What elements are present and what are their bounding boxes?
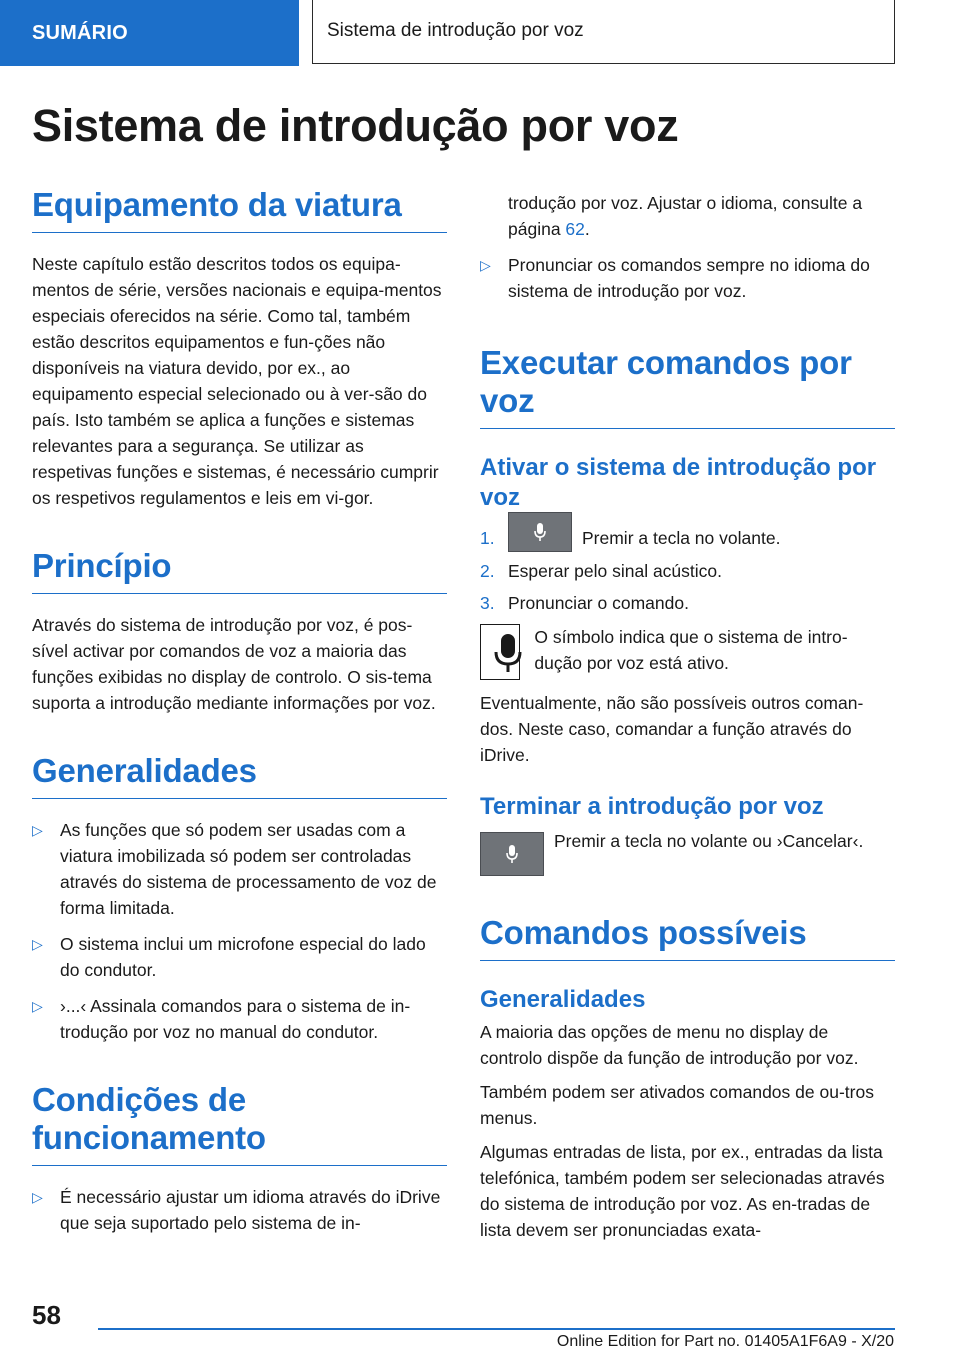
heading-terminar: Terminar a introdução por voz <box>480 793 824 821</box>
list-item: ▷ As funções que só podem ser usadas com a viatura imobilizada só podem ser controladas através do sistema de processamento de voz de forma limitada. <box>32 817 447 921</box>
triangle-right-icon: ▷ <box>32 936 43 952</box>
heading-generalidades: Generalidades <box>32 752 447 799</box>
triangle-right-icon: ▷ <box>32 822 43 838</box>
left-column <box>32 186 447 1246</box>
list-item: ▷ ›...‹ Assinala comandos para o sistema de in-trodução por voz no manual do condutor. <box>32 993 447 1045</box>
heading-ativar: Ativar o sistema de introdução por voz <box>480 454 877 511</box>
step-item: 2. Esperar pelo sinal acústico. <box>480 561 722 582</box>
microphone-icon <box>533 522 547 542</box>
page-number: 58 <box>32 1300 61 1330</box>
paragraph-eventual: Eventualmente, não são possíveis outros coman-dos. Neste caso, comandar a função através do iDrive. <box>480 693 864 766</box>
triangle-right-icon: ▷ <box>480 257 491 273</box>
footer-divider <box>98 1328 895 1330</box>
triangle-right-icon: ▷ <box>32 1189 43 1205</box>
step-item: 1. Premir a tecla no volante. <box>480 525 895 552</box>
heading-executar: Executar comandos por voz <box>480 344 895 429</box>
heading-comandos: Comandos possíveis <box>480 914 895 961</box>
microphone-icon <box>505 844 519 864</box>
microphone-icon <box>480 624 536 680</box>
symbol-description: O símbolo indica que o sistema de intro-dução por voz está ativo. <box>534 627 848 674</box>
list-item: ▷ O sistema inclui um microfone especial do lado do condutor. <box>32 931 447 983</box>
terminar-row <box>480 832 895 876</box>
heading-principio: Princípio <box>32 547 447 594</box>
terminar-text: Premir a tecla no volante ou ›Cancelar‹. <box>554 831 864 852</box>
paragraph-comandos-1: A maioria das opções de menu no display de controlo dispõe da função de introdução por voz. <box>480 1022 859 1069</box>
voice-key-button <box>508 512 572 552</box>
paragraph-comandos-2: Também podem ser ativados comandos de ou-tros menus. <box>480 1082 874 1129</box>
page-header <box>0 0 960 66</box>
step-item: 3. Pronunciar o comando. <box>480 593 689 614</box>
paragraph-principio: Através do sistema de introdução por voz, é pos-sível activar por comandos de voz a maioria das funções exibidas no display de controlo. O sis-tema suporta a introdução mediante informações por voz. <box>32 615 436 713</box>
page-title: Sistema de introdução por voz <box>32 100 679 151</box>
steps-list <box>480 525 895 616</box>
condicoes-list <box>32 1184 447 1236</box>
paragraph-comandos-3: Algumas entradas de lista, por ex., entradas da lista telefónica, também podem ser selecionadas através do sistema de introdução por voz. As en-tradas de lista devem ser pronunciadas exata- <box>480 1142 885 1241</box>
paragraph-equipamento: Neste capítulo estão descritos todos os equipa-mentos de série, versões nacionais e equipa-mentos especiais oferecidos na série. Como tal, também estão descritos equipamentos e fun-ções não disponíveis na viatura devido, por ex., ao equipamento especial selecionado ou à ver-são do país. Isto também se aplica a funções e sistemas relevantes para a segurança. Se utilizar as respetivas funções e sistemas, é necessário cumprir os respetivos regulamentos e leis em vi-gor. <box>32 254 442 508</box>
tab-chapter[interactable]: Sistema de introdução por voz <box>312 0 895 64</box>
voice-active-symbol <box>480 624 520 680</box>
heading-condicoes: Condições de funcionamento <box>32 1081 447 1166</box>
condicoes-list-cont <box>480 252 895 304</box>
list-item: ▷ É necessário ajustar um idioma através do iDrive que seja suportado pelo sistema de in- <box>32 1184 447 1236</box>
list-item: ▷ Pronunciar os comandos sempre no idioma do sistema de introdução por voz. <box>480 252 895 304</box>
heading-comandos-generalidades: Generalidades <box>480 986 646 1014</box>
symbol-row <box>480 624 895 680</box>
right-column <box>480 190 895 1243</box>
page-link[interactable]: 62 <box>565 219 585 239</box>
footer-edition: Online Edition for Part no. 01405A1F6A9 - X/20 <box>556 1333 894 1350</box>
tab-summary[interactable]: SUMÁRIO <box>0 0 299 66</box>
list-item-continuation: trodução por voz. Ajustar o idioma, consulte a página 62. <box>508 193 863 239</box>
triangle-right-icon: ▷ <box>32 998 43 1014</box>
generalidades-list <box>32 817 447 1045</box>
voice-key-button <box>480 832 544 876</box>
heading-equipamento: Equipamento da viatura <box>32 186 447 233</box>
